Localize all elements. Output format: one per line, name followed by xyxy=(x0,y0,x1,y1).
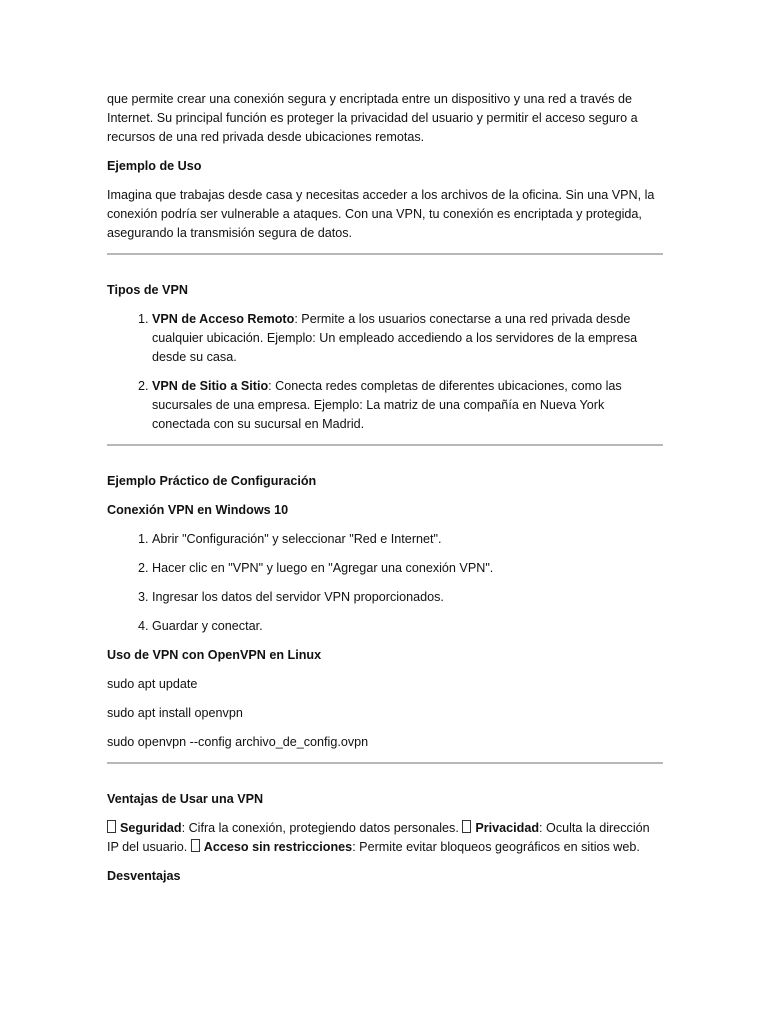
list-item-text: : Conecta redes completas de diferentes ubicaciones, como las sucursales de una empresa. Ejemplo: La matriz de una compañía en Nueva York conectada con su sucursal en Madrid. xyxy=(152,379,622,431)
windows-subheading: Conexión VPN en Windows 10 xyxy=(107,503,289,517)
list-item xyxy=(152,377,663,434)
example-use-heading: Ejemplo de Uso xyxy=(107,159,202,173)
intro-paragraph: que permite crear una conexión segura y encriptada entre un dispositivo y una red a través de Internet. Su principal función es proteger la privacidad del usuario y permitir el acceso seguro a recursos de una red privada desde ubicaciones remotas. xyxy=(107,92,638,144)
advantage-text: : Oculta la dirección IP del usuario. xyxy=(107,821,650,854)
vpn-types-list xyxy=(107,310,663,434)
document-body xyxy=(107,90,663,896)
example-use-paragraph: Imagina que trabajas desde casa y necesitas acceder a los archivos de la oficina. Sin una VPN, la conexión podría ser vulnerable a ataques. Con una VPN, tu conexión es encriptada y protegida, asegurando la transmisión segura de datos. xyxy=(107,188,655,240)
advantages-paragraph xyxy=(107,819,663,857)
advantage-term: Acceso sin restricciones xyxy=(203,840,353,854)
vpn-types-heading: Tipos de VPN xyxy=(107,283,188,297)
list-item xyxy=(152,310,663,367)
advantage-term: Privacidad xyxy=(475,821,540,835)
missing-glyph-box-icon xyxy=(191,839,200,852)
section-divider xyxy=(107,444,663,446)
advantages-heading: Ventajas de Usar una VPN xyxy=(107,792,264,806)
list-item: 2. Hacer clic en "VPN" y luego en "Agregar una conexión VPN". xyxy=(152,559,663,578)
command-line: sudo apt install openvpn xyxy=(107,706,243,720)
section-divider xyxy=(107,762,663,764)
linux-subheading: Uso de VPN con OpenVPN en Linux xyxy=(107,648,322,662)
list-item-term: VPN de Sitio a Sitio xyxy=(152,379,269,393)
command-line: sudo openvpn --config archivo_de_config.ovpn xyxy=(107,735,369,749)
list-item-text: : Permite a los usuarios conectarse a una red privada desde cualquier ubicación. Ejemplo: Un empleado accediendo a los servidores de la empresa desde su casa. xyxy=(152,312,638,364)
config-example-heading: Ejemplo Práctico de Configuración xyxy=(107,474,317,488)
advantage-text: : Cifra la conexión, protegiendo datos personales. xyxy=(181,821,463,835)
list-item: 1. Abrir "Configuración" y seleccionar "Red e Internet". xyxy=(152,530,663,549)
disadvantages-heading: Desventajas xyxy=(107,869,181,883)
windows-steps-list xyxy=(107,530,663,636)
advantage-term: Seguridad xyxy=(120,821,182,835)
section-divider xyxy=(107,253,663,255)
list-item: 4. Guardar y conectar. xyxy=(152,617,663,636)
missing-glyph-box-icon xyxy=(462,820,471,833)
list-item-term: VPN de Acceso Remoto xyxy=(152,312,295,326)
missing-glyph-box-icon xyxy=(107,820,116,833)
advantage-text: : Permite evitar bloqueos geográficos en sitios web. xyxy=(352,840,640,854)
command-line: sudo apt update xyxy=(107,677,198,691)
list-item: 3. Ingresar los datos del servidor VPN proporcionados. xyxy=(152,588,663,607)
